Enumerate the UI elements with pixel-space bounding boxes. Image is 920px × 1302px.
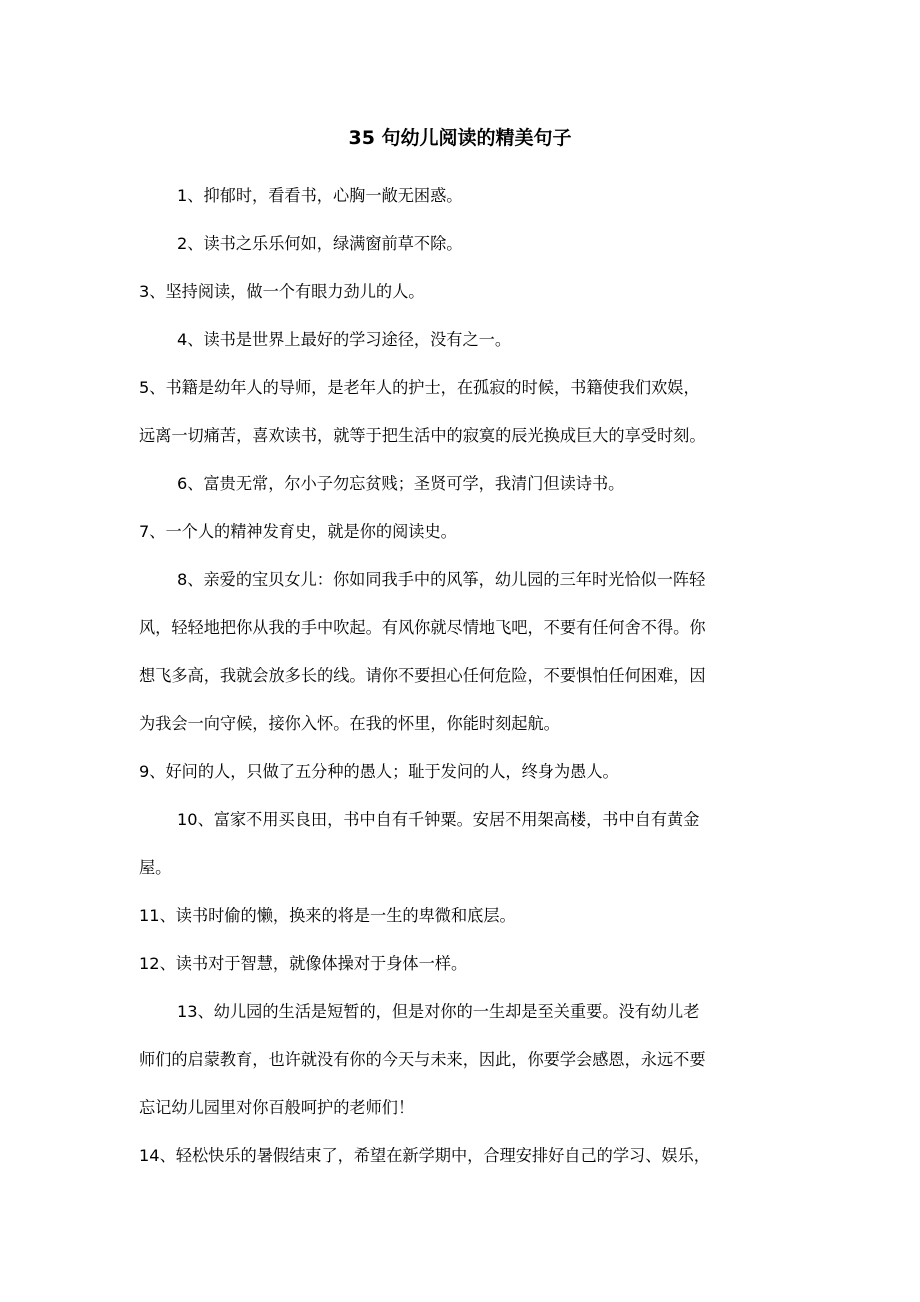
paragraph-8 [139, 556, 784, 748]
paragraph-6 [139, 460, 784, 508]
paragraph-line: 忘记幼儿园里对你百般呵护的老师们！ [139, 1098, 415, 1117]
paragraph-line: 6、富贵无常，尔小子勿忘贫贱；圣贤可学，我清门但读诗书。 [177, 474, 625, 493]
paragraph-line: 11、读书时偷的懒，换来的将是一生的卑微和底层。 [139, 906, 516, 925]
paragraph-7 [139, 508, 784, 556]
paragraph-line: 9、好问的人，只做了五分种的愚人；耻于发问的人，终身为愚人。 [139, 762, 619, 781]
paragraph-2 [139, 220, 784, 268]
paragraph-line: 4、读书是世界上最好的学习途径，没有之一。 [177, 330, 512, 349]
paragraph-line: 风，轻轻地把你从我的手中吹起。有风你就尽情地飞吧，不要有任何舍不得。你 [139, 618, 706, 637]
paragraph-line: 为我会一向守候，接你入怀。在我的怀里，你能时刻起航。 [139, 714, 560, 733]
paragraph-10 [139, 796, 784, 892]
paragraph-line: 5、书籍是幼年人的导师，是老年人的护士，在孤寂的时候，书籍使我们欢娱， [139, 378, 700, 397]
paragraph-line: 师们的启蒙教育，也许就没有你的今天与未来，因此，你要学会感恩，永远不要 [139, 1050, 706, 1069]
paragraph-5 [139, 364, 784, 460]
paragraph-line: 3、坚持阅读，做一个有眼力劲儿的人。 [139, 282, 425, 301]
paragraph-line: 12、读书对于智慧，就像体操对于身体一样。 [139, 954, 468, 973]
paragraph-line: 14、轻松快乐的暑假结束了，希望在新学期中，合理安排好自己的学习、娱乐， [139, 1146, 710, 1165]
paragraph-14 [139, 1132, 784, 1180]
paragraph-line: 8、亲爱的宝贝女儿：你如同我手中的风筝，幼儿园的三年时光恰似一阵轻 [177, 570, 706, 589]
paragraph-line: 远离一切痛苦，喜欢读书，就等于把生活中的寂寞的辰光换成巨大的享受时刻。 [139, 426, 706, 445]
paragraph-4 [139, 316, 784, 364]
paragraph-12 [139, 940, 784, 988]
paragraph-line: 7、一个人的精神发育史，就是你的阅读史。 [139, 522, 457, 541]
paragraph-line: 1、抑郁时，看看书，心胸一敞无困惑。 [177, 186, 463, 205]
document-body [139, 172, 784, 1180]
paragraph-13 [139, 988, 784, 1132]
document-title: 35 句幼儿阅读的精美句子 [348, 127, 572, 149]
paragraph-line: 2、读书之乐乐何如，绿满窗前草不除。 [177, 234, 463, 253]
paragraph-line: 13、幼儿园的生活是短暂的，但是对你的一生却是至关重要。没有幼儿老 [177, 1002, 700, 1021]
paragraph-line: 10、富家不用买良田，书中自有千钟粟。安居不用架高楼，书中自有黄金 [177, 810, 700, 829]
paragraph-3 [139, 268, 784, 316]
paragraph-9 [139, 748, 784, 796]
paragraph-1 [139, 172, 784, 220]
paragraph-line: 想飞多高，我就会放多长的线。请你不要担心任何危险，不要惧怕任何困难，因 [139, 666, 706, 685]
paragraph-line: 屋。 [139, 858, 172, 877]
paragraph-11 [139, 892, 784, 940]
